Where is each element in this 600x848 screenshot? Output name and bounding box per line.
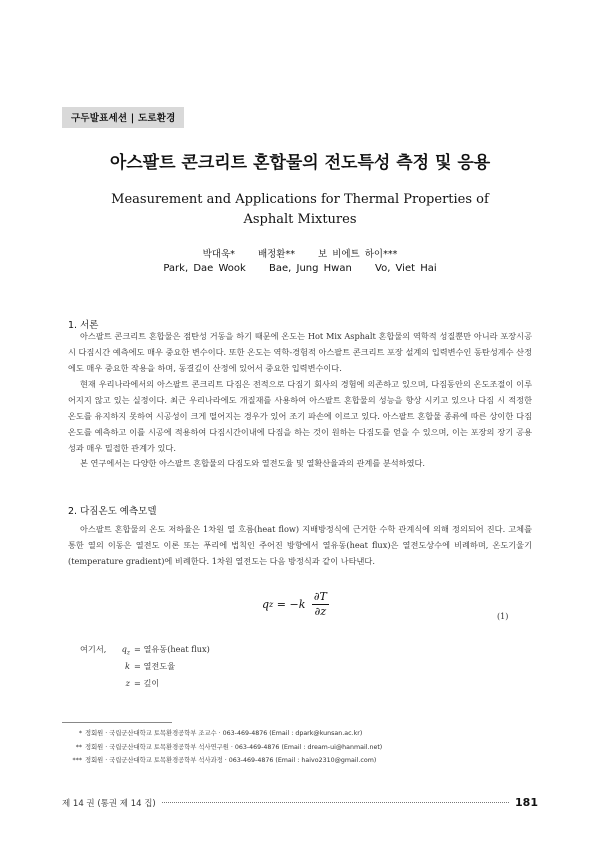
author-ko-1: 박대욱* [202,249,235,260]
footnote-text: 정회원 · 국립군산대학교 토목환경공학부 석사과정 · 063-469-4876 (Email : haivo2310@gmail.com) [85,757,377,764]
definition-text: = 열전도율 [134,661,176,671]
author-en-3: Vo, Viet Hai [375,263,437,274]
footnote-mark: * [78,730,82,737]
definition-row [80,661,210,678]
author-ko-2: 배정환** [257,249,295,260]
definition-text: = 열유동(heat flux) [134,644,210,654]
definition-symbol [116,644,134,661]
footnotes [66,728,382,769]
footnote-divider [62,722,172,723]
def-spacer [80,661,116,678]
equation-number: (1) [497,612,509,621]
footer-leader-dots [162,802,509,803]
volume-label: 제 14 권 (통권 제 14 집) [62,799,156,809]
section-1-paragraph-1: 아스팔트 콘크리트 혼합물은 점탄성 거동을 하기 때문에 온도는 Hot Mix Asphalt 혼합물의 역학적 성질뿐만 아니라 포장시공 시 다짐시간 예측에도 매우 중요한 변수이다. 또한 온도는 역학-경험적 아스팔트 콘크리트 포장 설계의 입력변수인 동탄성계수 산정에도 매우 중요한 작용을 하며, 동결깊이 산정에 있어서 중요한 입력변수이다. [68,331,532,373]
def-symbol-q: q [121,644,127,654]
variable-definitions [80,644,210,695]
page-footer [62,796,538,809]
title-english-line-2: Asphalt Mixtures [243,212,357,227]
equation-operator: = −k [273,598,309,611]
def-symbol-q-sub: z [126,649,130,657]
footnote-mark: ** [75,743,82,751]
section-2-paragraph: 아스팔트 혼합물의 온도 저하율은 1차원 열 흐름(heat flow) 지배방정식에 근거한 수학 관계식에 의해 정의되어 진다. 고체를 통한 열의 이동은 열전도 이론 또는 푸리에 법칙인 주어진 방향에서 열유동(heat flux)은 열전도상수에 비례하며, 온도기울기(temperature gradient)에 비례한다. 1차원 열전도는 다음 방정식과 같이 나타낸다. [68,524,532,566]
equation-lhs-subscript: z [269,600,274,609]
footnote-mark: *** [72,757,82,764]
footnote-text: 정회원 · 국립군산대학교 토목환경공학부 조교수 · 063-469-4876 (Email : dpark@kunsan.ac.kr) [85,730,363,737]
definition-row [80,678,210,695]
authors-english [0,263,600,274]
footnote [66,728,382,742]
page-number: 181 [515,796,538,809]
title-english [80,190,520,230]
definition-row [80,644,210,661]
section-badge: 구두발표세션 | 도로환경 [62,107,184,128]
equation-fraction [312,590,329,619]
footnote-text: 정회원 · 국립군산대학교 토목환경공학부 석사연구원 · 063-469-4876 (Email : dream-ui@hanmail.net) [85,743,383,751]
def-spacer [80,678,116,695]
def-symbol-z: z [125,678,130,688]
title-english-line-1: Measurement and Applications for Thermal Properties of [111,192,489,207]
equation-denominator: ∂z [314,605,327,618]
definitions-lead: 여기서, [80,644,107,654]
title-korean: 아스팔트 콘크리트 혼합물의 전도특성 측정 및 응용 [109,153,491,173]
author-ko-3: 보 비에트 하이*** [318,249,398,260]
footnote [66,755,382,769]
equation-numerator: ∂T [313,590,327,603]
author-en-2: Bae, Jung Hwan [269,263,352,274]
def-symbol-k: k [125,661,130,671]
section-1-heading: 1. 서론 [68,320,99,331]
equation-1 [262,590,329,619]
authors-korean [0,246,600,260]
footnote [66,742,382,756]
definition-text: = 깊이 [134,678,160,688]
section-1-paragraph-3: 본 연구에서는 다양한 아스팔트 혼합물의 다짐도와 열전도율 및 열확산율과의 관계를 분석하였다. [80,458,425,469]
section-1-paragraph-2: 현재 우리나라에서의 아스팔트 콘크리트 다짐은 전적으로 다짐기 회사의 경험에 의존하고 있으며, 다짐동안의 온도조절이 이루어지지 않고 있는 실정이다. 최근 우리나라에도 개질재를 사용하여 아스팔트 혼합물의 성능을 향상 시키고 있으나 다짐 시 적정한 온도를 유지하지 못하여 시공성이 크게 떨어지는 경우가 있어 조기 파손에 이르고 있다. 아스팔트 혼합물 종류에 따른 상이한 다짐온도를 예측하고 이를 시공에 적용하여 다짐시간이내에 다짐을 하는 것이 원하는 다짐도를 얻을 수 있으며, 이는 포장의 장기 공용성과 매우 밀접한 관계가 있다. [68,379,532,453]
equation-lhs: q [262,598,270,611]
author-en-1: Park, Dae Wook [163,263,246,274]
section-2-heading: 2. 다짐온도 예측모델 [68,506,157,517]
